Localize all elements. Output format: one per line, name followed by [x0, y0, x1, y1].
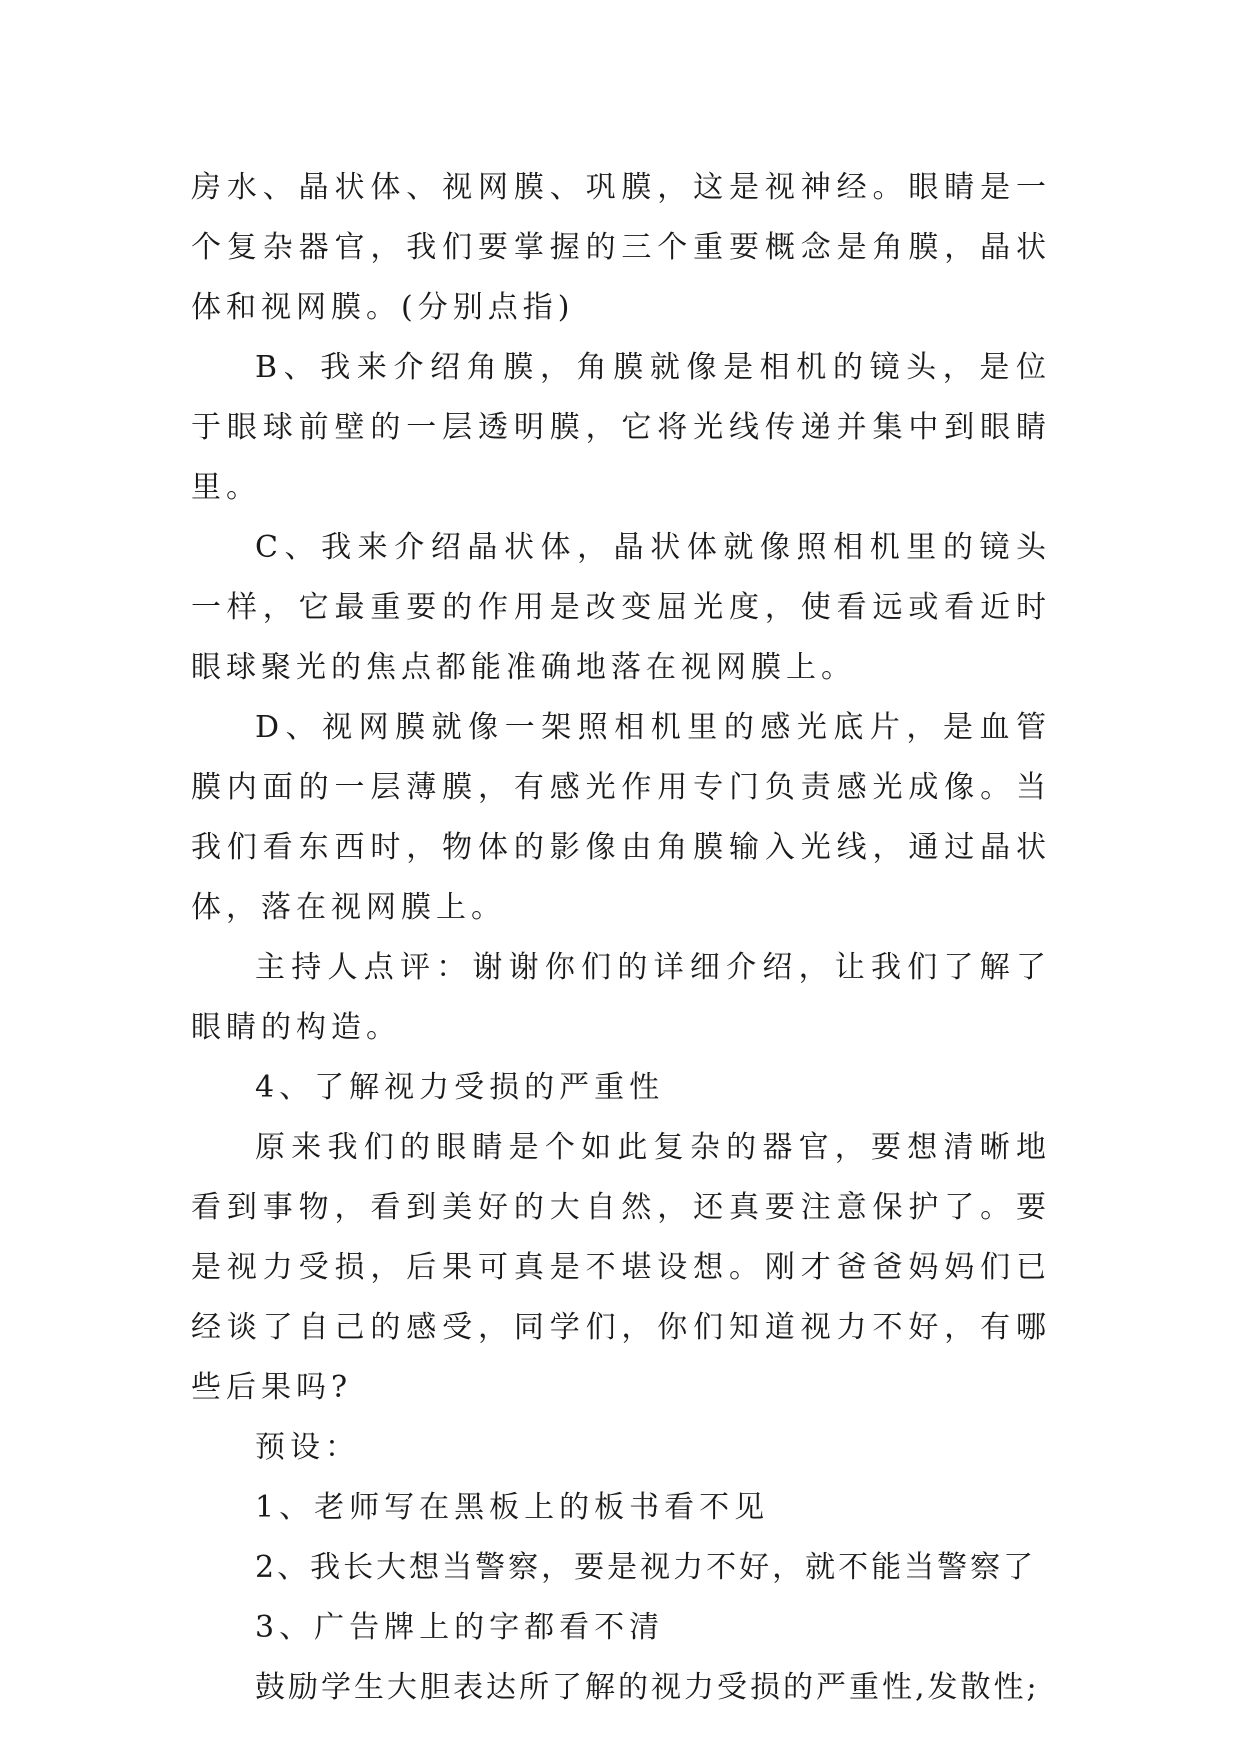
- list-item-preset-1: 1、老师写在黑板上的板书看不见: [255, 1490, 770, 1525]
- paragraph-preset-label: 预设：: [255, 1430, 360, 1465]
- paragraph-eye-structure-intro: 房水、晶状体、视网膜、巩膜，这是视神经。眼睛是一个复杂器官，我们要掌握的三个重要概念是角膜，晶状体和视网膜。(分别点指): [191, 170, 1051, 325]
- paragraph-cornea: B、我来介绍角膜，角膜就像是相机的镜头，是位于眼球前壁的一层透明膜，它将光线传递并集中到眼睛里。: [191, 350, 1051, 505]
- document-body: [191, 158, 1051, 1718]
- paragraph-vision-damage-intro: 原来我们的眼睛是个如此复杂的器官，要想清晰地看到事物，看到美好的大自然，还真要注意保护了。要是视力受损，后果可真是不堪设想。刚才爸爸妈妈们已经谈了自己的感受，同学们，你们知道视力不好，有哪些后果吗?: [191, 1130, 1051, 1405]
- section-heading-vision-damage: 4、了解视力受损的严重性: [255, 1070, 665, 1105]
- list-item-preset-3: 3、广告牌上的字都看不清: [255, 1610, 665, 1645]
- paragraph-lens: C、我来介绍晶状体，晶状体就像照相机里的镜头一样，它最重要的作用是改变屈光度，使看远或看近时眼球聚光的焦点都能准确地落在视网膜上。: [191, 530, 1051, 685]
- paragraph-retina: D、视网膜就像一架照相机里的感光底片，是血管膜内面的一层薄膜，有感光作用专门负责感光成像。当我们看东西时，物体的影像由角膜输入光线，通过晶状体，落在视网膜上。: [191, 710, 1051, 925]
- list-item-preset-2: 2、我长大想当警察，要是视力不好，就不能当警察了: [255, 1550, 1037, 1585]
- paragraph-host-comment: 主持人点评：谢谢你们的详细介绍，让我们了解了眼睛的构造。: [191, 950, 1051, 1045]
- paragraph-encourage-students: 鼓励学生大胆表达所了解的视力受损的严重性,发散性;: [255, 1670, 1040, 1705]
